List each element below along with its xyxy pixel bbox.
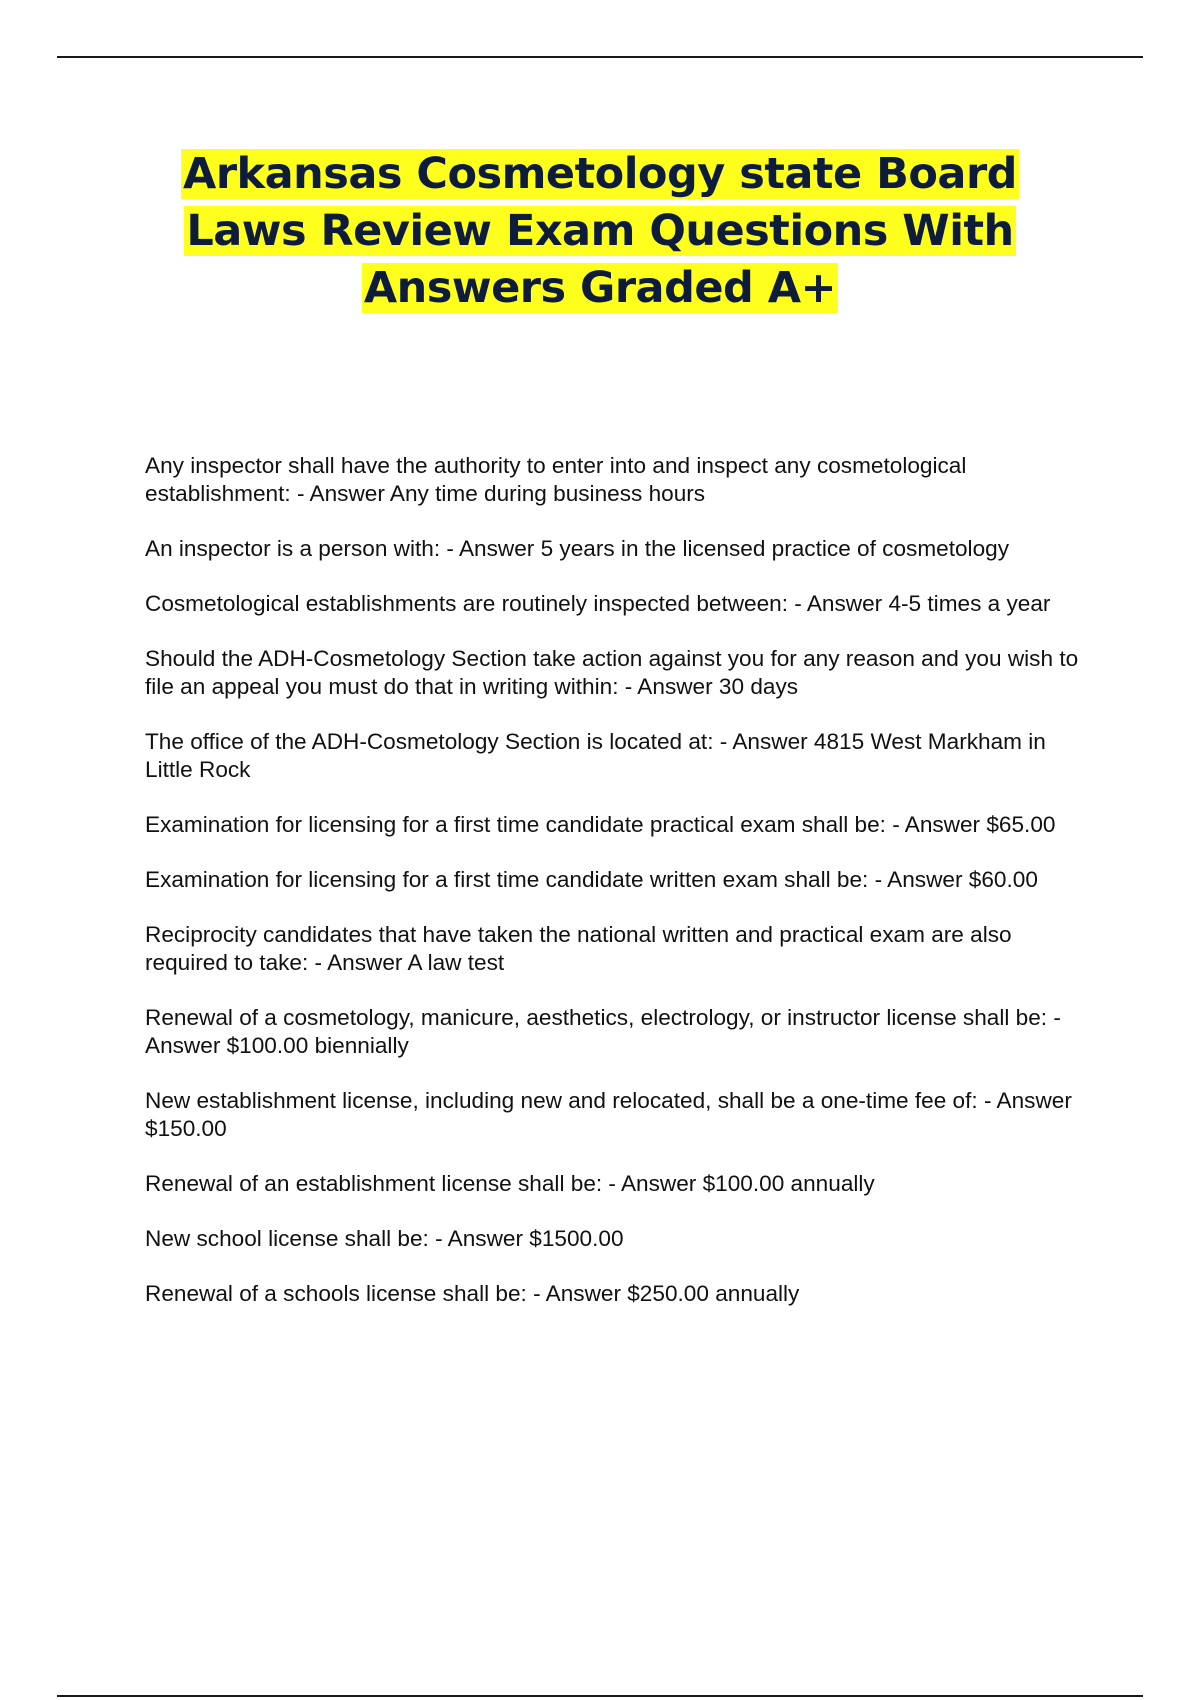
qa-item: An inspector is a person with: - Answer 5 years in the licensed practice of cosmetology xyxy=(145,536,1010,561)
question-answer-list xyxy=(145,452,1095,1335)
qa-item: Examination for licensing for a first time candidate written exam shall be: - Answer $60.00 xyxy=(145,867,1038,892)
qa-item: Any inspector shall have the authority to enter into and inspect any cosmetological establishment: - Answer Any time during business hours xyxy=(145,453,967,506)
qa-item: Examination for licensing for a first time candidate practical exam shall be: - Answer $65.00 xyxy=(145,812,1056,837)
qa-item: Renewal of an establishment license shall be: - Answer $100.00 annually xyxy=(145,1171,875,1196)
top-divider xyxy=(57,56,1143,58)
qa-item: Cosmetological establishments are routinely inspected between: - Answer 4-5 times a year xyxy=(145,591,1051,616)
qa-item: New school license shall be: - Answer $1500.00 xyxy=(145,1226,624,1251)
qa-item: New establishment license, including new and relocated, shall be a one-time fee of: - Answer $150.00 xyxy=(145,1088,1072,1141)
title-line-1: Arkansas Cosmetology state Board xyxy=(183,149,1017,199)
qa-item: Should the ADH-Cosmetology Section take action against you for any reason and you wish to file an appeal you must do that in writing within: - Answer 30 days xyxy=(145,646,1079,699)
qa-item: Renewal of a cosmetology, manicure, aesthetics, electrology, or instructor license shall be: - Answer $100.00 biennially xyxy=(145,1005,1061,1058)
title-block xyxy=(100,146,1100,317)
qa-item: Renewal of a schools license shall be: - Answer $250.00 annually xyxy=(145,1281,800,1306)
document-title xyxy=(181,149,1019,313)
bottom-divider xyxy=(57,1695,1143,1697)
title-line-3: Answers Graded A+ xyxy=(363,263,837,313)
qa-item: The office of the ADH-Cosmetology Section is located at: - Answer 4815 West Markham in Little Rock xyxy=(145,729,1046,782)
title-line-2: Laws Review Exam Questions With xyxy=(186,206,1014,256)
qa-item: Reciprocity candidates that have taken the national written and practical exam are also required to take: - Answer A law test xyxy=(145,922,1012,975)
